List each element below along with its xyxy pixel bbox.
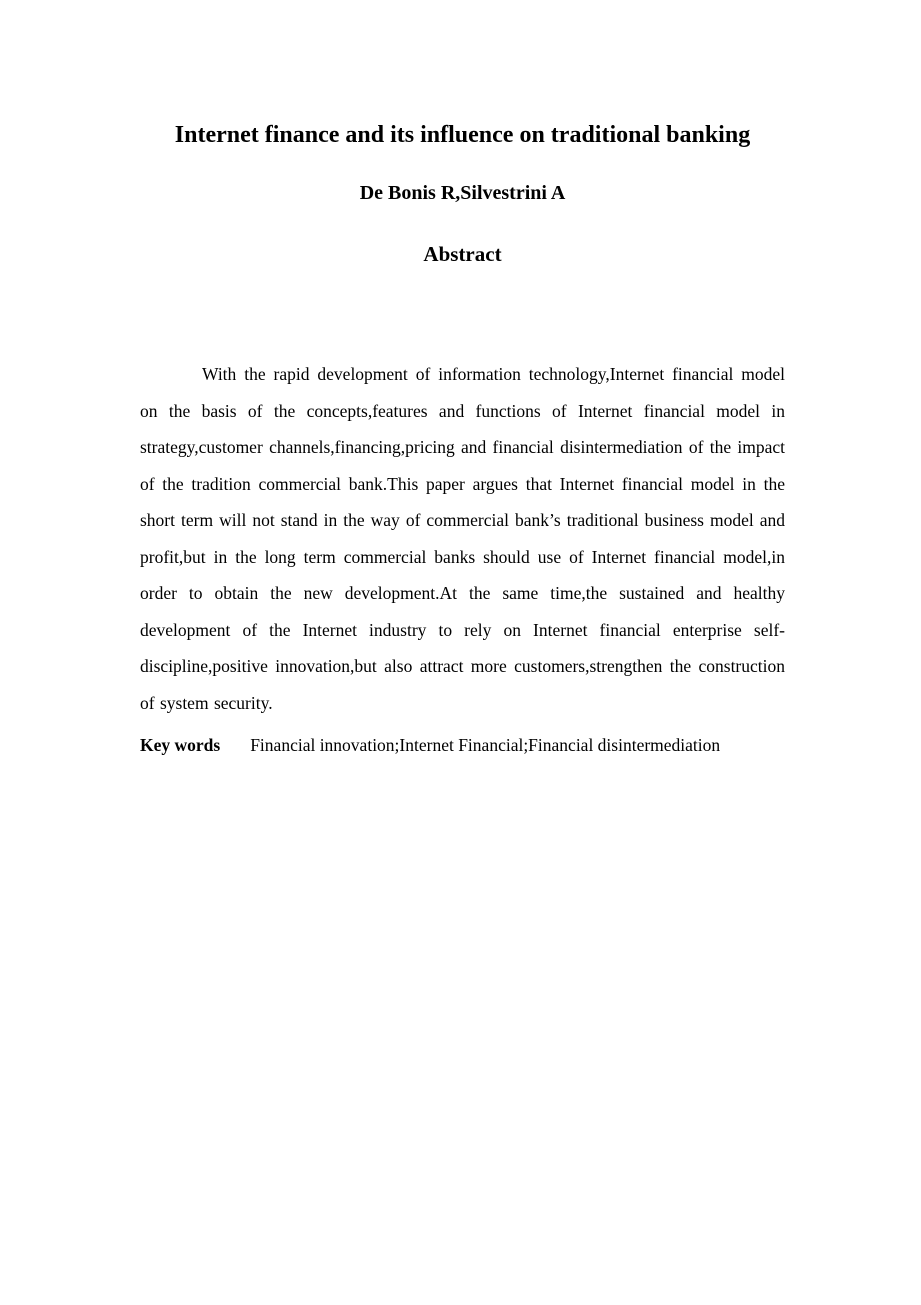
- document-title: Internet finance and its influence on traditional banking: [174, 122, 751, 148]
- keywords-line: [140, 727, 785, 764]
- abstract-paragraph: With the rapid development of information technology,Internet financial model on the basis of the concepts,features and functions of Internet financial model in strategy,customer channels,financing,pricing and financial disintermediation of the impact of the tradition commercial bank.This paper argues that Internet financial model in the short term will not stand in the way of commercial bank’s traditional business model and profit,but in the long term commercial banks should use of Internet financial model,in order to obtain the new development.At the same time,the sustained and healthy development of the Internet industry to rely on Internet financial enterprise self-discipline,positive innovation,but also attract more customers,strengthen the construction of system security.: [140, 364, 785, 713]
- keywords-label: Key words: [140, 735, 221, 755]
- document-authors: De Bonis R,Silvestrini A: [359, 182, 566, 204]
- keywords-text: Financial innovation;Internet Financial;Financial disintermediation: [250, 735, 721, 755]
- abstract-heading: Abstract: [423, 242, 502, 266]
